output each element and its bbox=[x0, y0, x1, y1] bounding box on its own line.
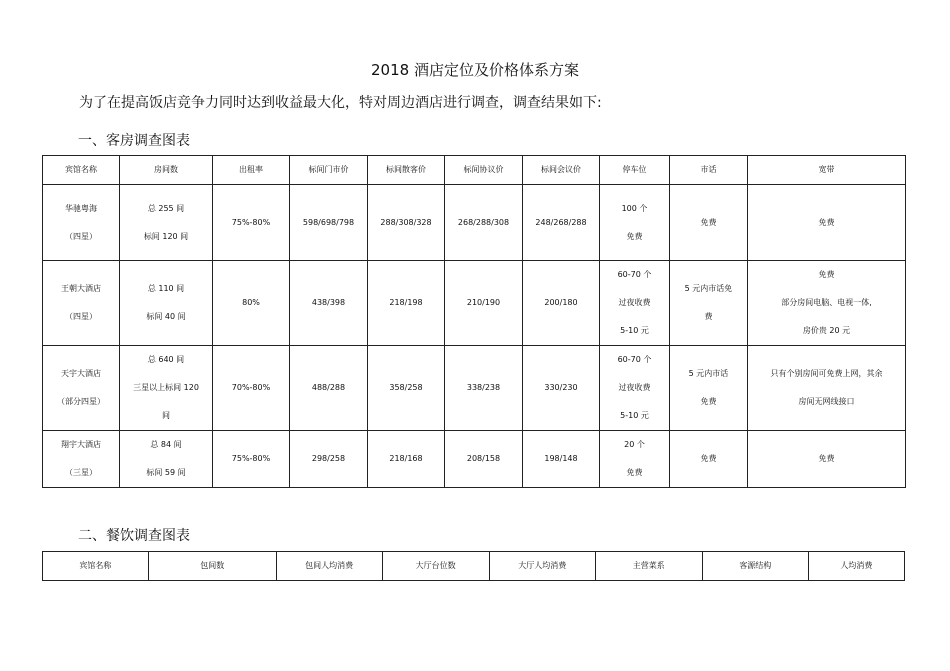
rack-rate-cell: 598/698/798 bbox=[290, 185, 368, 261]
cell-line: 免费 bbox=[700, 454, 717, 463]
cell-line: 间 bbox=[162, 411, 170, 420]
walkin-rate-cell: 218/168 bbox=[368, 431, 445, 488]
cell-line: 总 255 间 bbox=[147, 203, 185, 213]
table-row bbox=[43, 261, 906, 346]
column-header: 房间数 bbox=[120, 156, 213, 185]
cell-line: 只有个别房间可免费上网，其余 bbox=[770, 369, 883, 378]
cell-line: 免费 bbox=[700, 217, 717, 227]
rack-rate-cell: 438/398 bbox=[290, 261, 368, 346]
cell-line: 免费 bbox=[700, 397, 717, 406]
table-header-row bbox=[43, 552, 905, 581]
dining-survey-table bbox=[42, 551, 905, 581]
cell-line: 100 个 bbox=[621, 203, 648, 213]
room-count-cell bbox=[120, 431, 213, 488]
section-heading-rooms: 一、客房调查图表 bbox=[78, 133, 190, 149]
cell-line: 总 84 间 bbox=[150, 440, 182, 449]
cell-line: 60-70 个 bbox=[617, 355, 652, 364]
cell-line: （三星） bbox=[65, 468, 97, 477]
hotel-name-cell bbox=[43, 431, 120, 488]
cell-line: 免费 bbox=[818, 454, 835, 463]
rack-rate-cell: 488/288 bbox=[290, 346, 368, 431]
cell-line: 标间 120 间 bbox=[143, 231, 189, 241]
column-header: 标间协议价 bbox=[445, 156, 523, 185]
column-header: 宾馆名称 bbox=[43, 552, 149, 581]
cell-line: 免费 bbox=[626, 468, 643, 477]
column-header: 大厅人均消费 bbox=[489, 552, 595, 581]
broadband-cell bbox=[748, 431, 906, 488]
contract-rate-cell: 268/288/308 bbox=[445, 185, 523, 261]
column-header: 市话 bbox=[670, 156, 748, 185]
cell-line: 房间无网线接口 bbox=[798, 397, 855, 406]
meeting-rate-cell: 200/180 bbox=[523, 261, 600, 346]
walkin-rate-cell: 218/198 bbox=[368, 261, 445, 346]
occupancy-cell: 75%-80% bbox=[213, 185, 290, 261]
occupancy-cell: 70%-80% bbox=[213, 346, 290, 431]
rack-rate-cell: 298/258 bbox=[290, 431, 368, 488]
table-row bbox=[43, 431, 906, 488]
contract-rate-cell: 208/158 bbox=[445, 431, 523, 488]
meeting-rate-cell: 330/230 bbox=[523, 346, 600, 431]
broadband-cell bbox=[748, 346, 906, 431]
parking-cell bbox=[600, 261, 670, 346]
room-count-cell bbox=[120, 261, 213, 346]
cell-line: 5-10 元 bbox=[620, 326, 649, 335]
cell-line: （部分四星） bbox=[57, 397, 105, 406]
cell-line: 费 bbox=[704, 312, 713, 321]
cell-line: 王朝大酒店 bbox=[61, 284, 101, 293]
table-header-row bbox=[43, 156, 906, 185]
cell-line: 三星以上标间 120 bbox=[133, 383, 199, 392]
broadband-cell bbox=[748, 185, 906, 261]
room-count-cell bbox=[120, 185, 213, 261]
cell-line: 过夜收费 bbox=[618, 383, 651, 392]
walkin-rate-cell: 288/308/328 bbox=[368, 185, 445, 261]
local-call-cell bbox=[670, 185, 748, 261]
intro-paragraph: 为了在提高饭店竞争力同时达到收益最大化，特对周边酒店进行调查，调查结果如下: bbox=[79, 95, 602, 111]
hotel-name-cell bbox=[43, 261, 120, 346]
column-header: 主营菜系 bbox=[595, 552, 702, 581]
cell-line: （四星） bbox=[65, 312, 97, 321]
column-header: 宾馆名称 bbox=[43, 156, 120, 185]
cell-line: 5-10 元 bbox=[620, 411, 649, 420]
cell-line: 房价贵 20 元 bbox=[802, 326, 851, 335]
parking-cell bbox=[600, 346, 670, 431]
column-header: 标间门市价 bbox=[290, 156, 368, 185]
walkin-rate-cell: 358/258 bbox=[368, 346, 445, 431]
page-title: 2018 酒店定位及价格体系方案 bbox=[371, 61, 579, 79]
column-header: 宽带 bbox=[748, 156, 906, 185]
cell-line: 标间 59 间 bbox=[146, 468, 186, 477]
contract-rate-cell: 338/238 bbox=[445, 346, 523, 431]
cell-line: 60-70 个 bbox=[617, 270, 652, 279]
cell-line: 华驰粤海 bbox=[65, 203, 97, 213]
column-header: 人均消费 bbox=[808, 552, 904, 581]
cell-line: 翔宇大酒店 bbox=[61, 440, 101, 449]
hotel-name-cell bbox=[43, 346, 120, 431]
meeting-rate-cell: 198/148 bbox=[523, 431, 600, 488]
local-call-cell bbox=[670, 261, 748, 346]
cell-line: 总 640 间 bbox=[147, 355, 185, 364]
local-call-cell bbox=[670, 346, 748, 431]
cell-line: 部分房间电脑、电视一体, bbox=[781, 298, 872, 307]
column-header: 标间会议价 bbox=[523, 156, 600, 185]
cell-line: 免费 bbox=[818, 217, 835, 227]
cell-line: 免费 bbox=[818, 270, 835, 279]
column-header: 标间散客价 bbox=[368, 156, 445, 185]
cell-line: 20 个 bbox=[624, 440, 645, 449]
column-header: 出租率 bbox=[213, 156, 290, 185]
cell-line: 过夜收费 bbox=[618, 298, 651, 307]
column-header: 包间人均消费 bbox=[276, 552, 382, 581]
contract-rate-cell: 210/190 bbox=[445, 261, 523, 346]
column-header: 包间数 bbox=[148, 552, 276, 581]
cell-line: （四星） bbox=[65, 231, 97, 241]
cell-line: 5 元内市话 bbox=[688, 369, 729, 378]
room-count-cell bbox=[120, 346, 213, 431]
local-call-cell bbox=[670, 431, 748, 488]
meeting-rate-cell: 248/268/288 bbox=[523, 185, 600, 261]
table-row bbox=[43, 346, 906, 431]
parking-cell bbox=[600, 431, 670, 488]
cell-line: 5 元内市话免 bbox=[684, 284, 733, 293]
cell-line: 免费 bbox=[626, 231, 643, 241]
cell-line: 天宇大酒店 bbox=[61, 369, 101, 378]
occupancy-cell: 75%-80% bbox=[213, 431, 290, 488]
room-survey-table bbox=[42, 155, 906, 488]
parking-cell bbox=[600, 185, 670, 261]
section-heading-dining: 二、餐饮调查图表 bbox=[78, 528, 190, 544]
column-header: 客源结构 bbox=[702, 552, 808, 581]
column-header: 停车位 bbox=[600, 156, 670, 185]
cell-line: 标间 40 间 bbox=[146, 312, 186, 321]
table-row bbox=[43, 185, 906, 261]
column-header: 大厅台位数 bbox=[382, 552, 489, 581]
cell-line: 总 110 间 bbox=[147, 284, 185, 293]
hotel-name-cell bbox=[43, 185, 120, 261]
broadband-cell bbox=[748, 261, 906, 346]
occupancy-cell: 80% bbox=[213, 261, 290, 346]
